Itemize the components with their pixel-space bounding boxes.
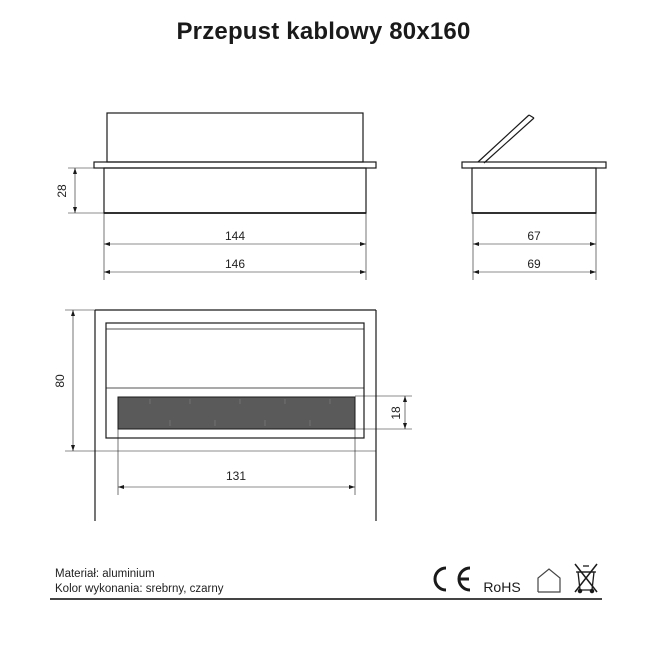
dim-depth: 80 xyxy=(53,374,67,388)
dim-slot-width: 131 xyxy=(225,469,247,483)
front-body xyxy=(104,168,366,213)
side-body xyxy=(472,168,596,213)
dim-slot-height: 18 xyxy=(389,406,403,420)
dim-side-outer: 69 xyxy=(527,257,541,271)
color-spec: Kolor wykonania: srebrny, czarny xyxy=(55,583,224,595)
dim-outer-width: 146 xyxy=(224,257,246,271)
ce-mark-icon xyxy=(435,568,470,590)
brush-slot xyxy=(118,397,355,429)
dim-height: 28 xyxy=(55,184,69,198)
dim-inner-width: 144 xyxy=(224,229,246,243)
footer-divider xyxy=(50,598,602,600)
page-title: Przepust kablowy 80x160 xyxy=(176,18,471,45)
side-view xyxy=(462,115,606,280)
side-flange xyxy=(462,162,606,168)
dim-side-inner: 67 xyxy=(527,229,541,243)
front-flange xyxy=(94,162,376,168)
front-lid xyxy=(107,113,363,162)
rohs-label: RoHS xyxy=(483,579,521,595)
material-spec: Materiał: aluminium xyxy=(55,568,155,580)
front-view xyxy=(68,113,376,280)
weee-bin-icon xyxy=(575,564,597,593)
house-icon xyxy=(538,569,560,592)
